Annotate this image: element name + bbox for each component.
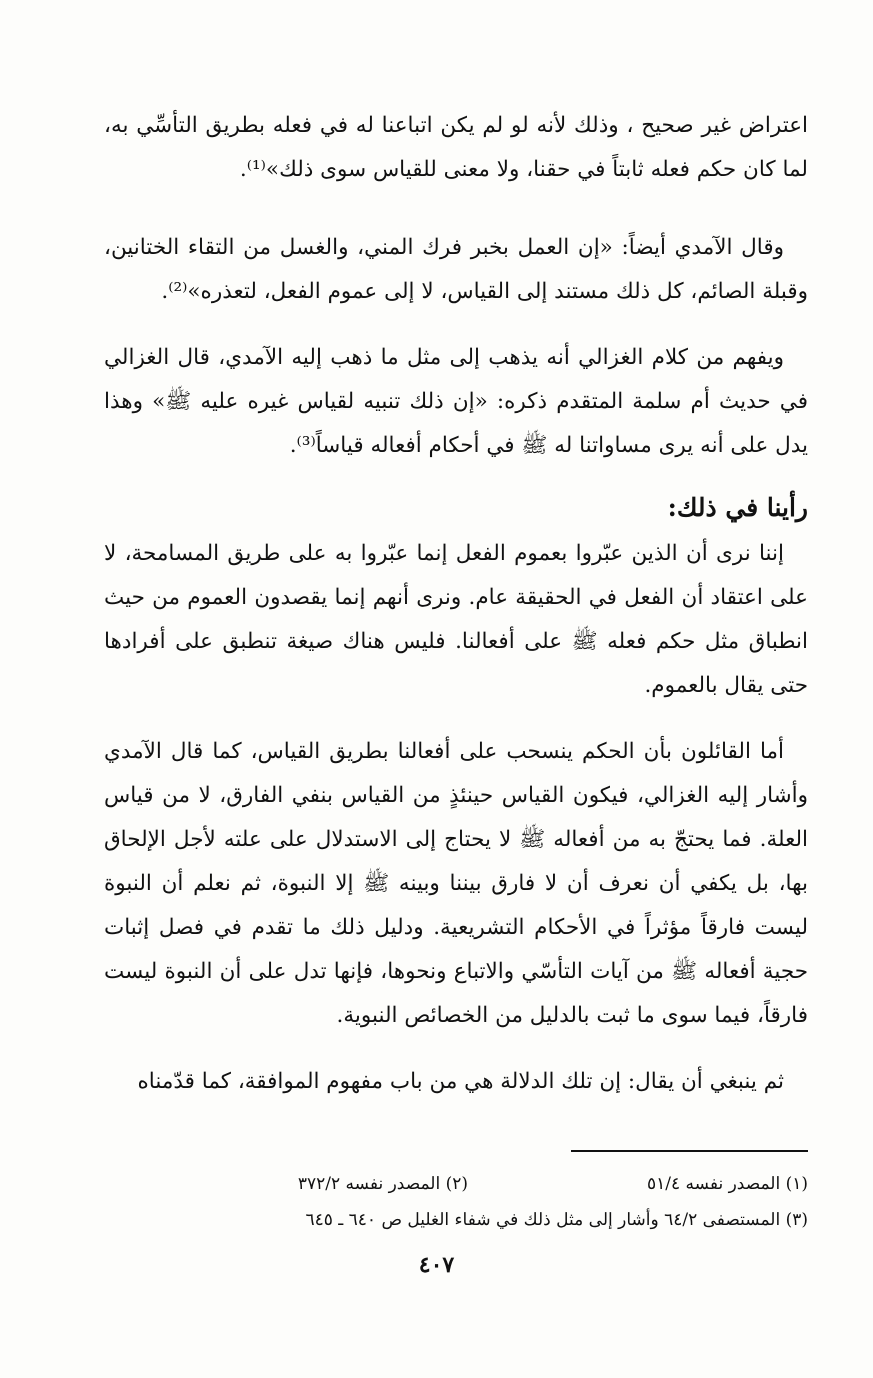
footnote-divider <box>571 1150 808 1152</box>
paragraph-3: ويفهم من كلام الغزالي أنه يذهب إلى مثل ما ذهب إليه الآمدي، قال الغزالي في حديث أم سلمة المتقدم ذكره: «إن ذلك تنبيه لقياس غيره عليه ﷺ» وهذا يدل على أنه يرى مساواتنا له ﷺ في أحكام أفعاله قياساً⁽³⁾. <box>104 345 808 458</box>
paragraph-6: ثم ينبغي أن يقال: إن تلك الدلالة هي من باب مفهوم الموافقة، كما قدّمناه <box>137 1069 784 1094</box>
footnotes <box>104 1166 808 1238</box>
paragraph-4: إننا نرى أن الذين عبّروا بعموم الفعل إنما عبّروا به على طريق المسامحة، لا على اعتقاد أن الفعل في الحقيقة عام. ونرى أنهم إنما يقصدون العموم من حيث انطباق مثل حكم فعله ﷺ على أفعالنا. فليس هناك صيغة تنطبق على أفرادها حتى يقال بالعموم. <box>104 541 808 698</box>
page-number: ٤٠٧ <box>418 1252 455 1278</box>
paragraph-5: أما القائلون بأن الحكم ينسحب على أفعالنا بطريق القياس، كما قال الآمدي وأشار إليه الغزالي، فيكون القياس حينئذٍ من القياس بنفي الفارق، لا من قياس العلة. فما يحتجّ به من أفعاله ﷺ لا يحتاج إلى الاستدلال على علته لأجل الإلحاق بها، بل يكفي أن نعرف أن لا فارق بيننا وبينه ﷺ إلا النبوة، ثم نعلم أن النبوة ليست فارقاً مؤثراً في الأحكام التشريعية. ودليل ذلك ما تقدم في فصل إثبات حجية أفعاله ﷺ من آيات التأسّي والاتباع ونحوها، فإنها تدل على أن النبوة ليست فارقاً، فيما سوى ما ثبت بالدليل من الخصائص النبوية. <box>104 739 808 1028</box>
footnote-3: (٣) المستصفى ٦٤/٢ وأشار إلى مثل ذلك في شفاء الغليل ص ٦٤٠ ـ ٦٤٥ <box>305 1210 808 1230</box>
section-heading: رأينا في ذلك: <box>667 493 808 522</box>
footnote-2: (٢) المصدر نفسه ٣٧٢/٢ <box>297 1174 468 1194</box>
page-body <box>104 104 808 1104</box>
footnote-row <box>104 1166 808 1202</box>
footnote-1: (١) المصدر نفسه ٥١/٤ <box>647 1174 808 1194</box>
paragraph-1: اعتراض غير صحيح ، وذلك لأنه لو لم يكن اتباعنا له في فعله بطريق التأسِّي به، لما كان حكم فعله ثابتاً في حقنا، ولا معنى للقياس سوى ذلك»⁽¹⁾. <box>104 113 808 182</box>
footnote-row <box>104 1202 808 1238</box>
paragraph-2: وقال الآمدي أيضاً: «إن العمل بخبر فرك المني، والغسل من التقاء الختانين، وقبلة الصائم، كل ذلك مستند إلى القياس، لا إلى عموم الفعل، لتعذره»⁽²⁾. <box>104 235 808 304</box>
